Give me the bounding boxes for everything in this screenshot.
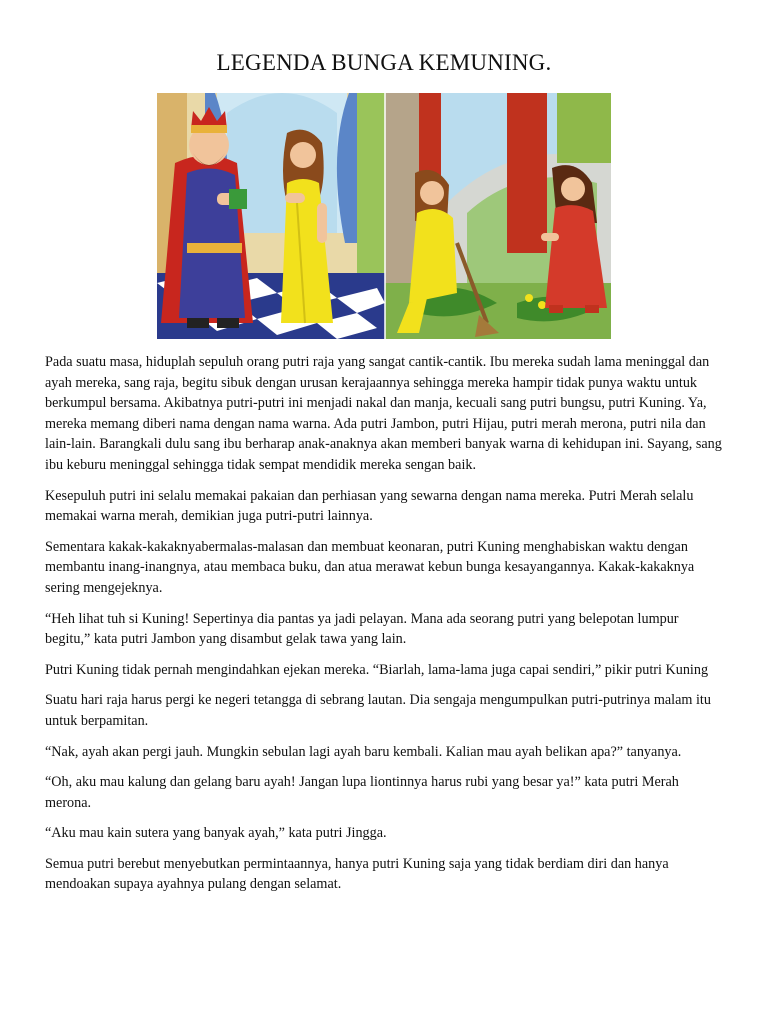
paragraph: Putri Kuning tidak pernah mengindahkan ejekan mereka. “Biarlah, lama-lama juga capai sendiri,” pikir putri Kuning [45, 661, 709, 678]
paragraph: Kesepuluh putri ini selalu memakai pakaian dan perhiasan yang sewarna dengan nama mereka. Putri Merah selalu memakai warna merah, demikian juga putri-putri lainnya. [45, 487, 694, 525]
story-illustration [157, 93, 611, 339]
paragraph: “Nak, ayah akan pergi jauh. Mungkin sebulan lagi ayah baru kembali. Kalian mau ayah belikan apa?” tanyanya. [45, 743, 682, 760]
paragraph: “Aku mau kain sutera yang banyak ayah,” kata putri Jingga. [45, 825, 387, 842]
right-panel-scene [385, 93, 611, 339]
document-title: LEGENDA BUNGA KEMUNING. [216, 50, 552, 75]
story-body [45, 352, 725, 905]
paragraph: Semua putri berebut menyebutkan permintaannya, hanya putri Kuning saja yang tidak berdiam diri dan hanya mendoakan supaya ayahnya pulang dengan selamat. [45, 855, 669, 893]
paragraph: Suatu hari raja harus pergi ke negeri tetangga di sebrang lautan. Dia sengaja mengumpulkan putri-putrinya malam itu untuk berpamitan. [45, 692, 711, 729]
paragraph: “Heh lihat tuh si Kuning! Sepertinya dia pantas ya jadi pelayan. Mana ada seorang putri yang belepotan lumpur begitu,” kata putri Jambon yang disambut gelak tawa yang lain. [45, 610, 679, 648]
paragraph: Sementara kakak-kakaknyabermalas-malasan dan membuat keonaran, putri Kuning menghabiskan waktu dengan membantu inang-inangnya, atau membaca buku, dan atua merawat kebun bunga kesayangannya. Kakak-kakaknya sering mengejeknya. [45, 538, 695, 596]
left-panel-scene [157, 93, 385, 339]
paragraph: “Oh, aku mau kalung dan gelang baru ayah! Jangan lupa liontinnya harus rubi yang besar ya!” kata putri Merah merona. [45, 774, 679, 811]
paragraph: Pada suatu masa, hiduplah sepuluh orang putri raja yang sangat cantik-cantik. Ibu mereka sudah lama meninggal dan ayah mereka, sang raja, begitu sibuk dengan urusan kerajaannya sehingga mereka hampir tidak punya waktu untuk berkumpul bersama. Akibatnya putri-putri ini menjadi nakal dan manja, kecuali sang putri bungsu, putri Kuning. Ya, mereka memang diberi nama dengan nama warna. Ada putri Jambon, putri Hijau, putri merah merona, putri nila dan lain-lain. Barangkali dulu sang ibu berharap anak-anaknya akan memberi banyak warna di kehidupan ini. Sayang, sang ibu keburu meninggal sehingga tidak sempat mendidik mereka sengan baik. [45, 354, 722, 473]
